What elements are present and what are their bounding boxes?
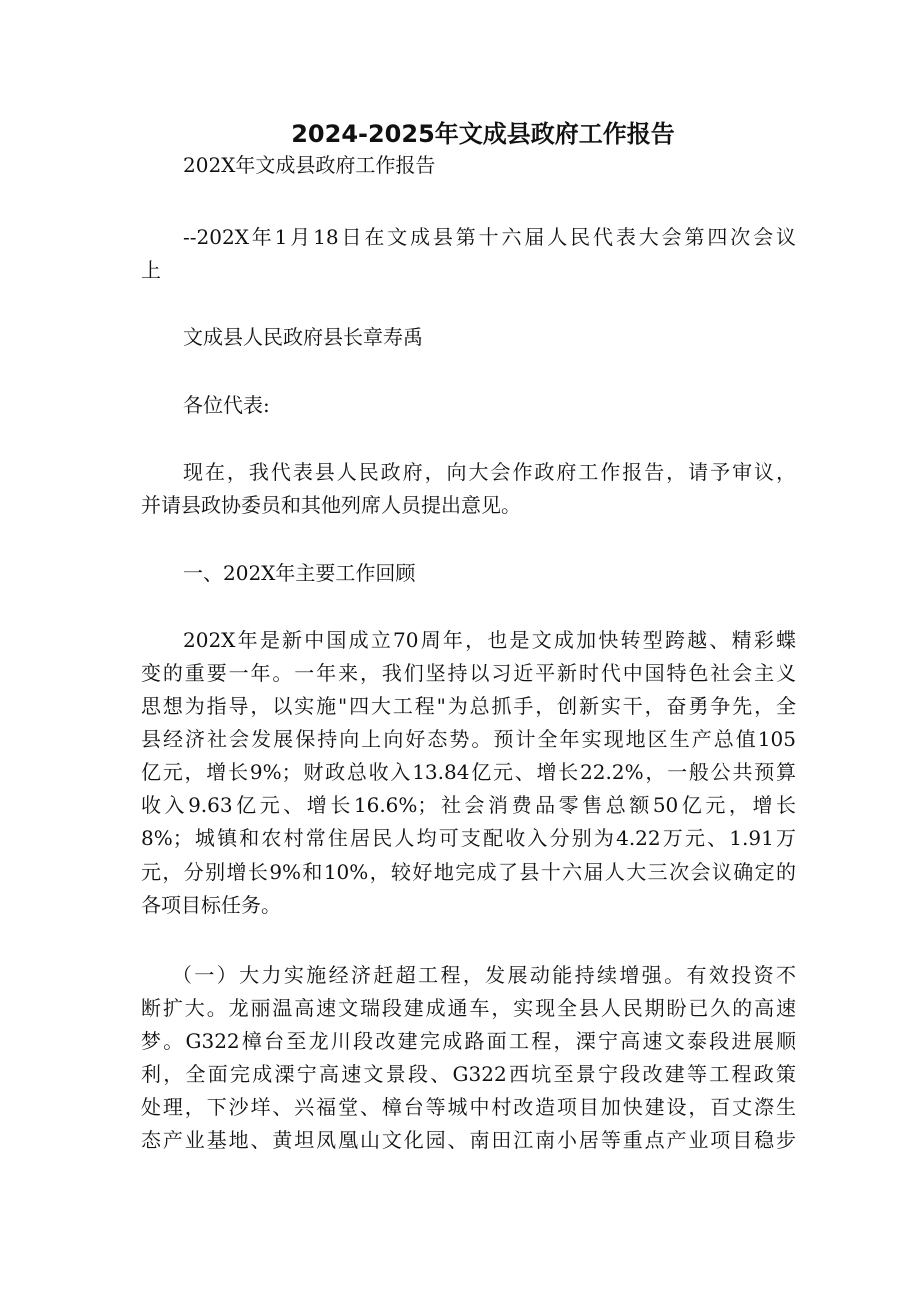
paragraph-line: 8%；城镇和农村常住居民人均可支配收入分别为4.22万元、1.91万 (141, 826, 796, 850)
intro-line: 现在，我代表县人民政府，向大会作政府工作报告，请予审议， (183, 460, 796, 484)
salutation: 各位代表: (183, 393, 270, 417)
paragraph-line: 处理，下沙垟、兴福堂、樟台等城中村改造项目加快建设，百丈漈生 (141, 1095, 796, 1119)
paragraph-line: 县经济社会发展保持向上向好态势。预计全年实现地区生产总值105 (141, 727, 796, 751)
intro-line: 并请县政协委员和其他列席人员提出意见。 (141, 493, 521, 517)
occasion-line: --202X年1月18日在文成县第十六届人民代表大会第四次会议 (183, 225, 796, 249)
paragraph-line: （一）大力实施经济赶超工程，发展动能持续增强。有效投资不 (172, 963, 796, 987)
paragraph-line: 变的重要一年。一年来，我们坚持以习近平新时代中国特色社会主义 (141, 661, 796, 685)
paragraph-line: 各项目标任务。 (141, 893, 281, 917)
paragraph-line: 思想为指导，以实施"四大工程"为总抓手，创新实干，奋勇争先，全 (141, 694, 796, 718)
document-title: 2024-2025年文成县政府工作报告 (291, 120, 675, 148)
paragraph-line: 断扩大。龙丽温高速文瑞段建成通车，实现全县人民期盼已久的高速 (141, 996, 796, 1020)
paragraph-line: 利，全面完成溧宁高速文景段、G322西坑至景宁段改建等工程政策 (141, 1062, 796, 1086)
subtitle: 202X年文成县政府工作报告 (183, 153, 436, 177)
speaker: 文成县人民政府县长章寿禹 (183, 325, 423, 349)
paragraph-line: 亿元，增长9%；财政总收入13.84亿元、增长22.2%，一般公共预算 (141, 760, 796, 784)
occasion-line: 上 (141, 258, 161, 282)
paragraph-line: 202X年是新中国成立70周年，也是文成加快转型跨越、精彩蝶 (183, 628, 796, 652)
paragraph-line: 元，分别增长9%和10%，较好地完成了县十六届人大三次会议确定的 (141, 860, 796, 884)
paragraph-line: 收入9.63亿元、增长16.6%；社会消费品零售总额50亿元，增长 (141, 793, 796, 817)
paragraph-line: 态产业基地、黄坦凤凰山文化园、南田江南小居等重点产业项目稳步 (141, 1128, 796, 1152)
section-heading: 一、202X年主要工作回顾 (183, 561, 416, 585)
paragraph-line: 梦。G322樟台至龙川段改建完成路面工程，溧宁高速文泰段进展顺 (141, 1029, 796, 1053)
